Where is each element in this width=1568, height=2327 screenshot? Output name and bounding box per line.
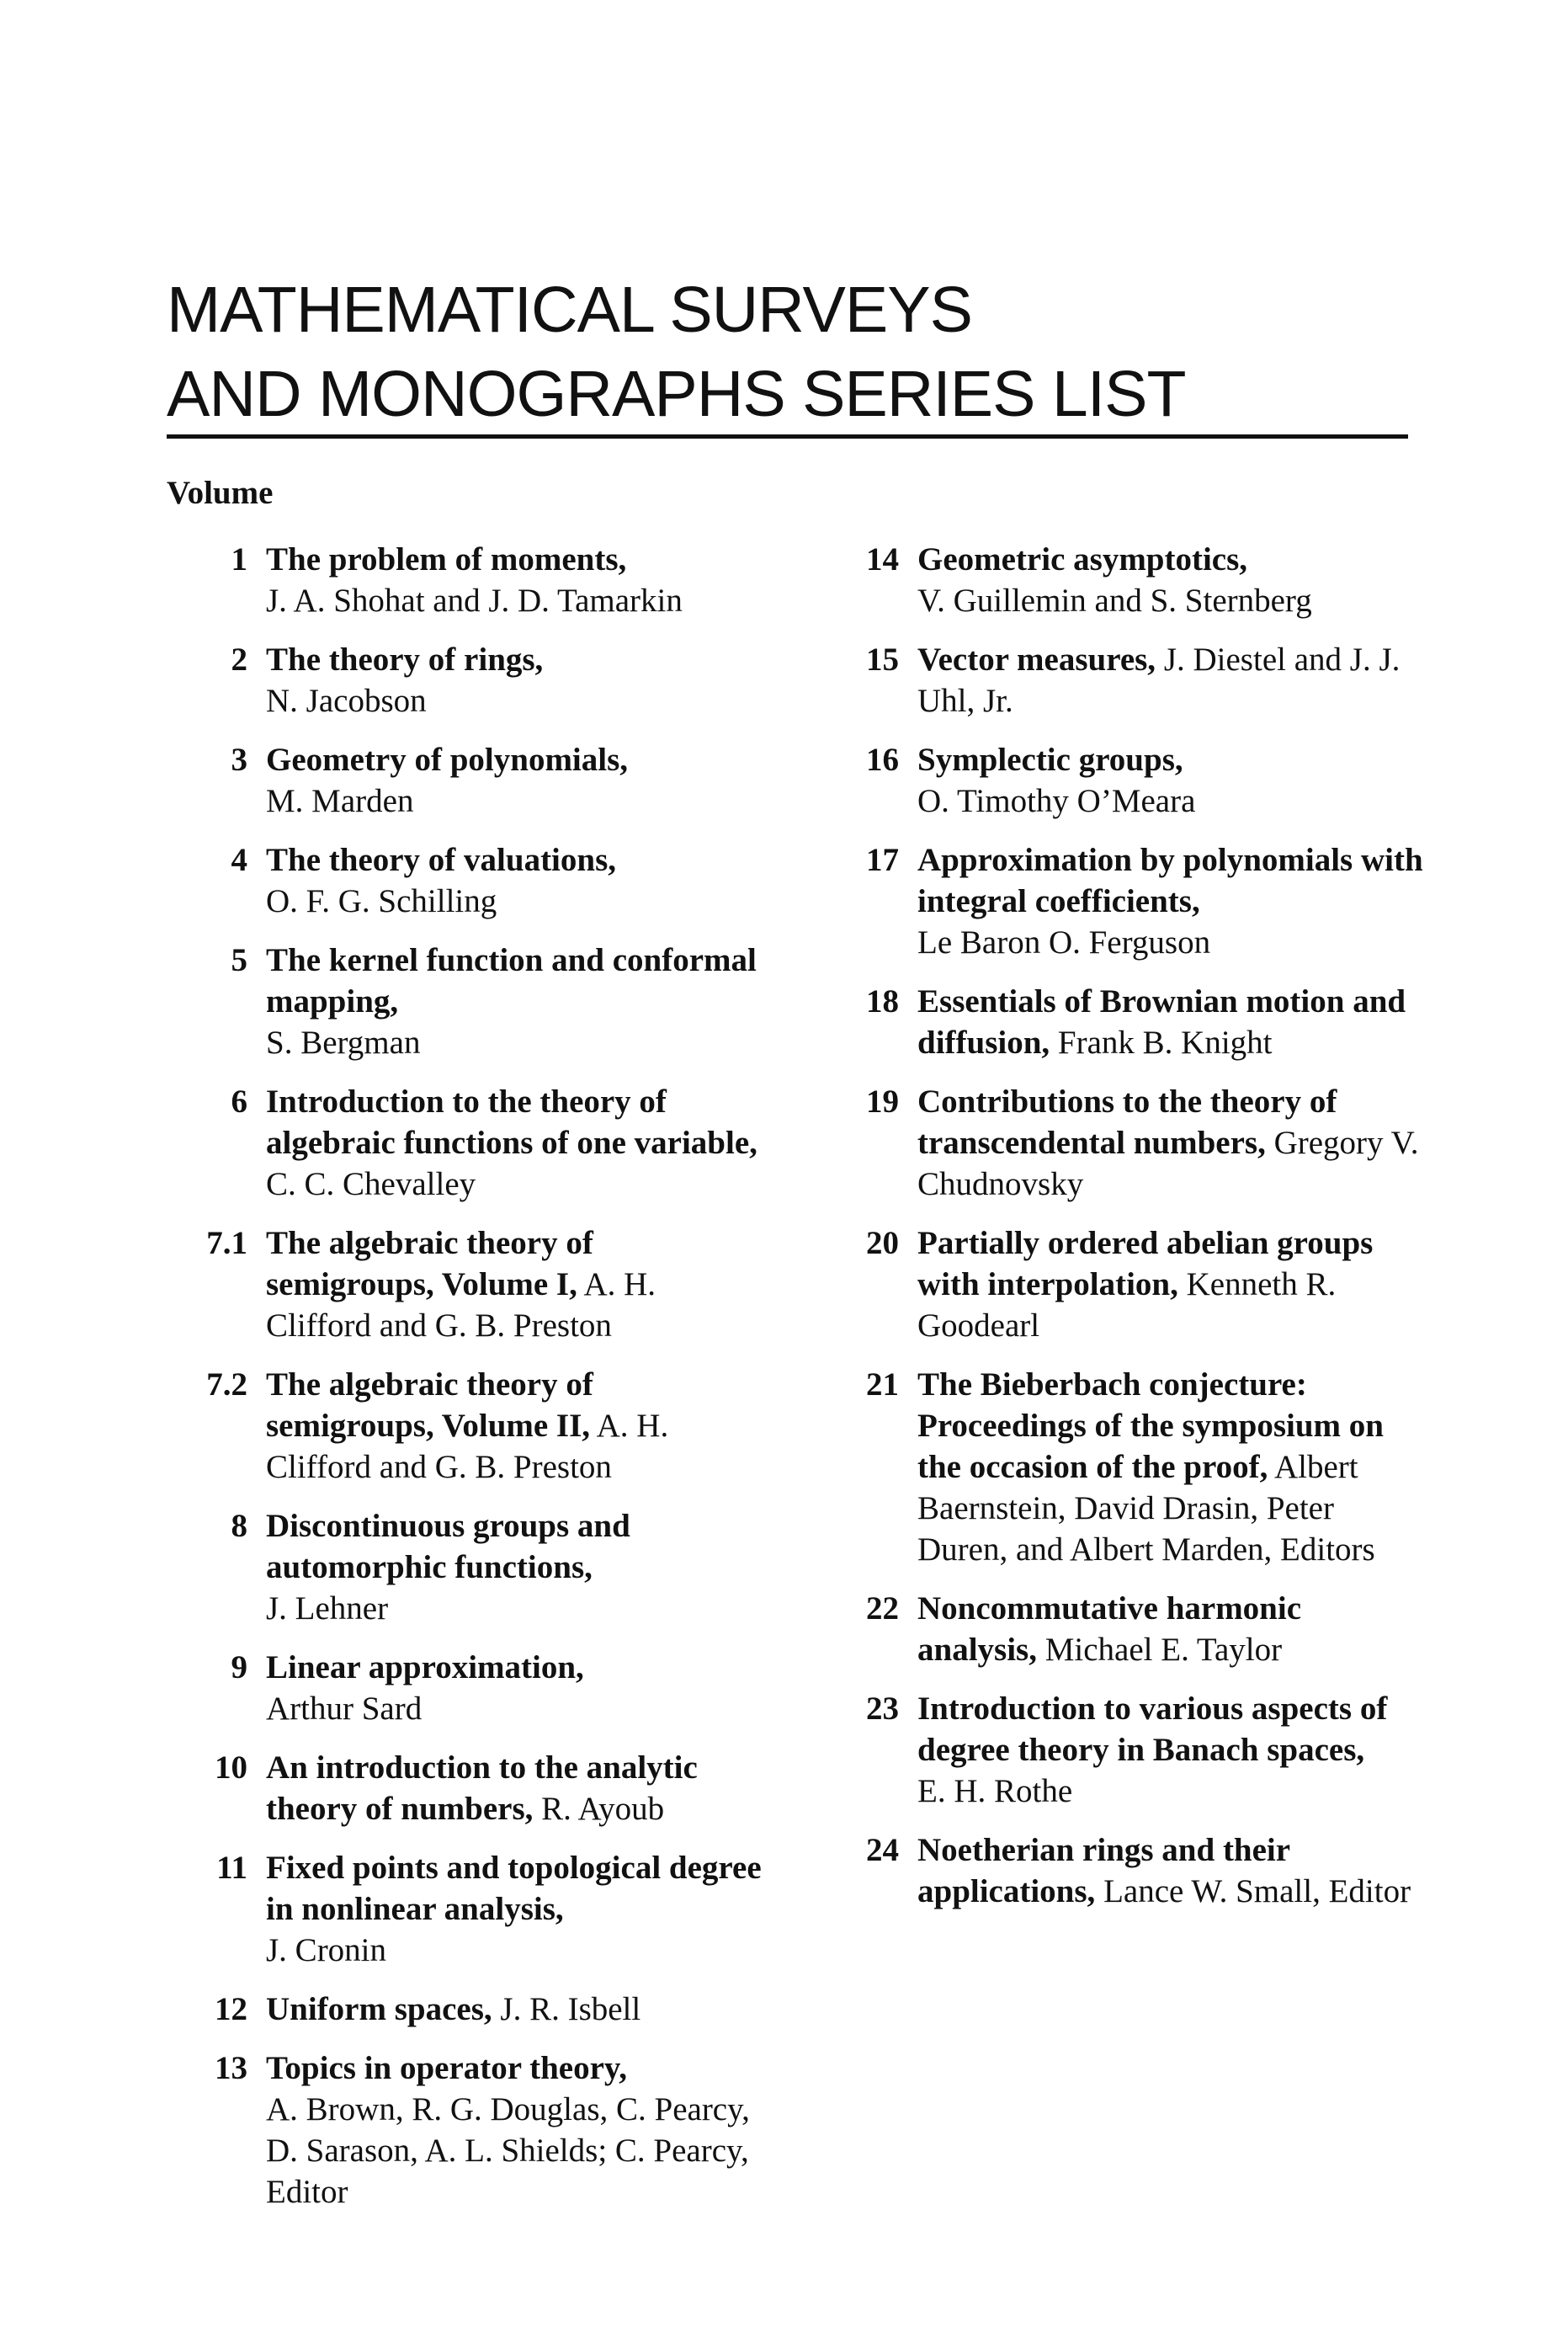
volume-title: Geometric asymptotics,: [917, 541, 1248, 578]
volume-title: Contributions to the theory of transcendental numbers,: [917, 1084, 1337, 1161]
volume-number: 10: [215, 1749, 247, 1786]
page-title-line-2: AND MONOGRAPHS SERIES LIST: [167, 358, 1186, 430]
volume-title: The theory of rings,: [266, 642, 544, 678]
volume-number: 11: [216, 1850, 247, 1886]
volume-title: An introduction to the analytic theory of numbers,: [266, 1749, 698, 1827]
volume-authors: A. H. Clifford and G. B. Preston: [266, 1408, 669, 1485]
volume-authors: O. F. G. Schilling: [266, 883, 497, 919]
entry-text: [247, 940, 764, 1063]
volume-authors: C. C. Chevalley: [266, 1166, 476, 1202]
volume-number: 17: [866, 842, 899, 878]
entry-text: [899, 1222, 1424, 1346]
volume-title: The algebraic theory of semigroups, Volume II,: [266, 1366, 593, 1444]
series-entry: [167, 940, 764, 1063]
volume-authors: V. Guillemin and S. Sternberg: [917, 583, 1312, 619]
volume-authors: N. Jacobson: [266, 683, 427, 719]
volume-number: 15: [866, 642, 899, 678]
volume-number: 7.2: [206, 1366, 247, 1403]
volume-authors: Frank B. Knight: [1057, 1025, 1273, 1061]
volume-number: 19: [866, 1084, 899, 1120]
series-entry: [835, 1829, 1424, 1912]
volume-number: 1: [231, 541, 247, 578]
volume-title: Partially ordered abelian groups with interpolation,: [917, 1225, 1374, 1302]
volume-title: Linear approximation,: [266, 1649, 584, 1685]
volume-authors: Le Baron O. Ferguson: [917, 924, 1211, 961]
entry-text: [247, 2047, 764, 2213]
volume-number: 3: [231, 742, 247, 778]
entry-text: [247, 1989, 764, 2030]
series-entry: [167, 739, 764, 822]
series-entry: [167, 539, 764, 621]
volume-label: Volume: [167, 475, 274, 511]
volume-authors: J. A. Shohat and J. D. Tamarkin: [266, 583, 683, 619]
entry-text: [247, 539, 764, 621]
volume-title: Fixed points and topological degree in nonlinear analysis,: [266, 1850, 762, 1927]
volume-authors: M. Marden: [266, 783, 414, 819]
series-entry: [835, 1222, 1424, 1346]
left-column: [167, 539, 764, 2230]
entry-text: [899, 1688, 1424, 1812]
series-entry: [835, 1364, 1424, 1570]
entry-text: [899, 739, 1424, 822]
series-entry: [835, 1688, 1424, 1812]
series-entry: [167, 1081, 764, 1205]
volume-authors: E. H. Rothe: [917, 1773, 1073, 1809]
volume-number: 12: [215, 1991, 247, 2027]
entry-text: [247, 1847, 764, 1971]
volume-title: Geometry of polynomials,: [266, 742, 629, 778]
volume-number: 21: [866, 1366, 899, 1403]
series-entry: [167, 1747, 764, 1829]
series-entry: [167, 639, 764, 722]
entry-text: [899, 839, 1424, 963]
entry-text: [247, 1747, 764, 1829]
volume-title: Discontinuous groups and automorphic functions,: [266, 1508, 630, 1585]
series-entry: [835, 739, 1424, 822]
entry-text: [247, 1364, 764, 1488]
volume-title: Essentials of Brownian motion and diffusion,: [917, 983, 1406, 1061]
volume-title: Symplectic groups,: [917, 742, 1183, 778]
volume-title: Introduction to various aspects of degree theory in Banach spaces,: [917, 1691, 1388, 1768]
volume-number: 4: [231, 842, 247, 878]
volume-authors: J. Diestel and J. J. Uhl, Jr.: [917, 642, 1401, 719]
volume-number: 8: [231, 1508, 247, 1544]
series-entry: [835, 1081, 1424, 1205]
volume-title: Uniform spaces,: [266, 1991, 492, 2027]
series-entry: [167, 1222, 764, 1346]
series-entry: [835, 539, 1424, 621]
volume-title: Approximation by polynomials with integral coefficients,: [917, 842, 1423, 919]
volume-number: 2: [231, 642, 247, 678]
volume-authors: Kenneth R. Goodearl: [917, 1266, 1337, 1344]
volume-title: Noetherian rings and their applications,: [917, 1832, 1290, 1909]
entry-text: [247, 1647, 764, 1729]
entry-text: [899, 539, 1424, 621]
entry-text: [899, 1364, 1424, 1570]
volume-title: The Bieberbach conjecture: Proceedings of the symposium on the occasion of the proof,: [917, 1366, 1384, 1485]
entry-text: [899, 981, 1424, 1063]
entry-text: [247, 1081, 764, 1205]
series-entry: [167, 1847, 764, 1971]
page-title-line-1: MATHEMATICAL SURVEYS: [167, 274, 972, 346]
volume-authors: A. Brown, R. G. Douglas, C. Pearcy, D. Sarason, A. L. Shields; C. Pearcy, Editor: [266, 2091, 750, 2210]
entry-text: [247, 739, 764, 822]
volume-title: The algebraic theory of semigroups, Volume I,: [266, 1225, 593, 1302]
entry-text: [247, 639, 764, 722]
volume-number: 14: [866, 541, 899, 578]
series-entry: [835, 1588, 1424, 1670]
page-title: [167, 268, 1186, 436]
series-entry: [835, 981, 1424, 1063]
entry-text: [899, 639, 1424, 722]
volume-number: 9: [231, 1649, 247, 1685]
right-column: [835, 539, 1424, 1930]
volume-title: Vector measures,: [917, 642, 1156, 678]
volume-number: 6: [231, 1084, 247, 1120]
series-entry: [167, 839, 764, 922]
volume-title: The problem of moments,: [266, 541, 627, 578]
series-entry: [835, 639, 1424, 722]
volume-authors: O. Timothy O’Meara: [917, 783, 1196, 819]
entry-text: [247, 1222, 764, 1346]
entry-text: [247, 839, 764, 922]
series-entry: [167, 2047, 764, 2213]
volume-number: 13: [215, 2050, 247, 2086]
title-rule: [167, 434, 1408, 439]
volume-title: Introduction to the theory of algebraic functions of one variable,: [266, 1084, 757, 1161]
entry-text: [899, 1081, 1424, 1205]
volume-title: The kernel function and conformal mapping,: [266, 942, 757, 1020]
volume-title: Noncommutative harmonic analysis,: [917, 1590, 1302, 1668]
volume-number: 23: [866, 1691, 899, 1727]
volume-authors: J. Cronin: [266, 1932, 387, 1968]
volume-number: 5: [231, 942, 247, 978]
volume-number: 7.1: [206, 1225, 247, 1261]
volume-number: 22: [866, 1590, 899, 1627]
volume-number: 24: [866, 1832, 899, 1868]
entry-text: [899, 1588, 1424, 1670]
volume-number: 16: [866, 742, 899, 778]
series-entry: [835, 839, 1424, 963]
series-entry: [167, 1364, 764, 1488]
volume-title: Topics in operator theory,: [266, 2050, 628, 2086]
volume-number: 20: [866, 1225, 899, 1261]
volume-authors: Arthur Sard: [266, 1691, 423, 1727]
volume-number: 18: [866, 983, 899, 1020]
volume-authors: Albert Baernstein, David Drasin, Peter Duren, and Albert Marden, Editors: [917, 1449, 1375, 1568]
volume-authors: S. Bergman: [266, 1025, 421, 1061]
volume-title: The theory of valuations,: [266, 842, 617, 878]
volume-authors: Michael E. Taylor: [1044, 1632, 1283, 1668]
series-entry: [167, 1647, 764, 1729]
volume-authors: A. H. Clifford and G. B. Preston: [266, 1266, 656, 1344]
series-entry: [167, 1505, 764, 1629]
series-entry: [167, 1989, 764, 2030]
entry-text: [247, 1505, 764, 1629]
volume-authors: Gregory V. Chudnovsky: [917, 1125, 1419, 1202]
volume-authors: J. R. Isbell: [500, 1991, 641, 2027]
volume-authors: R. Ayoub: [541, 1791, 665, 1827]
volume-authors: Lance W. Small, Editor: [1103, 1873, 1411, 1909]
entry-text: [899, 1829, 1424, 1912]
volume-authors: J. Lehner: [266, 1590, 389, 1627]
